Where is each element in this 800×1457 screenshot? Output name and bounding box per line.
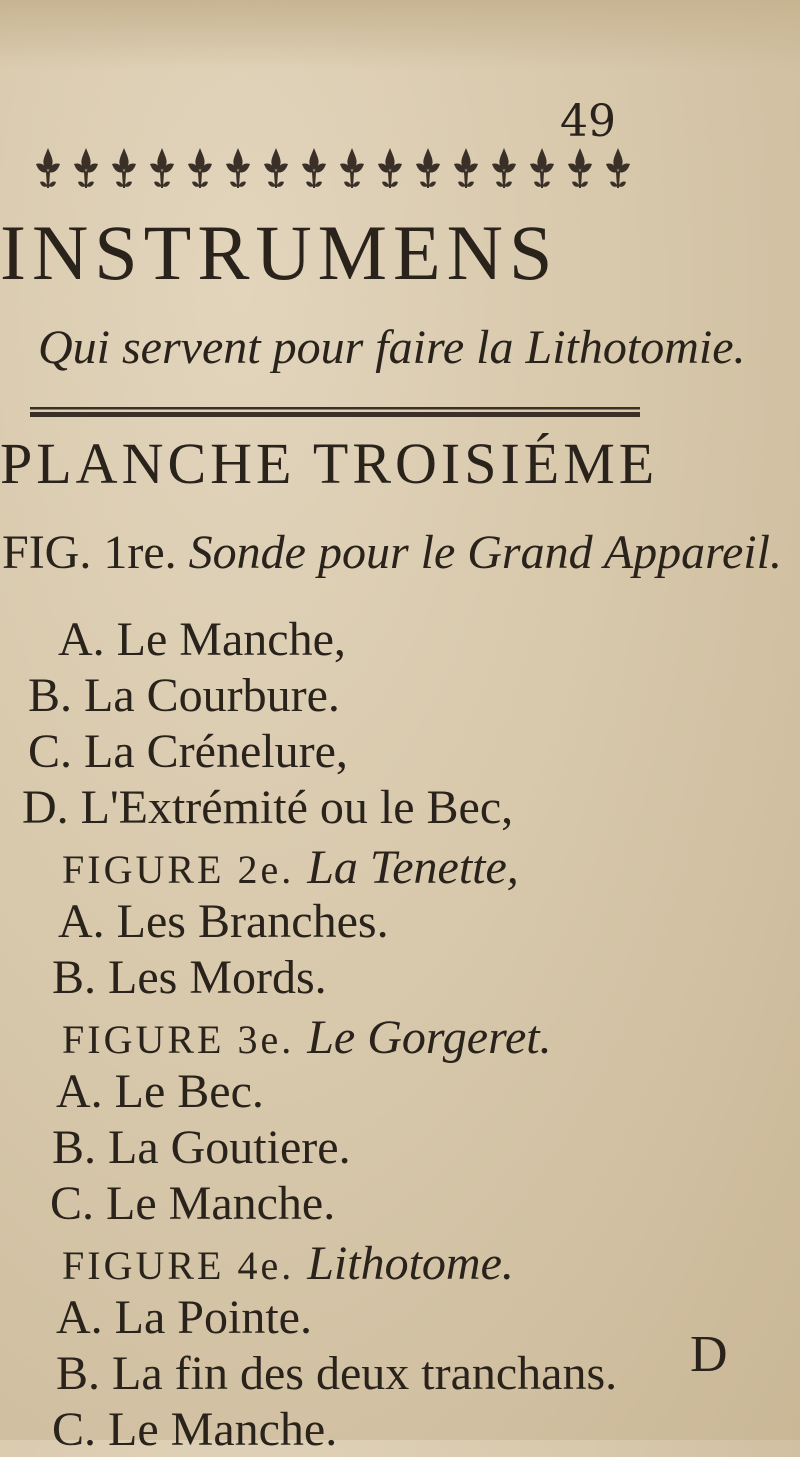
figure-1-caption: Sonde pour le Grand Appareil.: [188, 526, 782, 579]
fig1-item-d: D. L'Extrémité ou le Bec,: [22, 781, 514, 834]
figure-2-heading: [62, 840, 519, 895]
page-number: 49: [560, 96, 616, 147]
fig4-item-c: C. Le Manche.: [52, 1403, 338, 1456]
corner-letter: D: [690, 1326, 728, 1383]
fig2-item-b: B. Les Mords.: [52, 951, 327, 1004]
fig3-item-c: C. Le Manche.: [50, 1177, 336, 1230]
figure-1-heading: [2, 525, 782, 580]
figure-2-caption: La Tenette,: [307, 841, 519, 894]
fig4-item-a: A. La Pointe.: [56, 1291, 312, 1344]
fig1-item-b: B. La Courbure.: [28, 669, 340, 722]
fig2-item-a: A. Les Branches.: [58, 895, 389, 948]
fleuron-ornament-band: [30, 140, 640, 198]
double-rule-divider: [30, 406, 640, 418]
figure-3-label: FIGURE 3e.: [62, 1017, 295, 1062]
fig3-item-a: A. Le Bec.: [56, 1065, 264, 1118]
figure-3-caption: Le Gorgeret.: [307, 1011, 552, 1064]
figure-2-label: FIGURE 2e.: [62, 847, 295, 892]
section-title: INSTRUMENS: [0, 209, 559, 296]
page-edge-shadow: [0, 0, 800, 70]
section-subtitle: Qui servent pour faire la Lithotomie.: [38, 321, 746, 374]
plate-title: PLANCHE TROISIÉME: [0, 431, 659, 496]
figure-1-label: FIG. 1re.: [2, 526, 177, 579]
fig3-item-b: B. La Goutiere.: [52, 1121, 351, 1174]
figure-4-heading: [62, 1236, 514, 1291]
fig4-item-b: B. La fin des deux tranchans.: [56, 1347, 618, 1400]
figure-4-label: FIGURE 4e.: [62, 1243, 295, 1288]
fig1-item-a: A. Le Manche,: [58, 613, 346, 666]
fig1-item-c: C. La Crénelure,: [28, 725, 348, 778]
figure-4-caption: Lithotome.: [307, 1237, 514, 1290]
figure-3-heading: [62, 1010, 552, 1065]
